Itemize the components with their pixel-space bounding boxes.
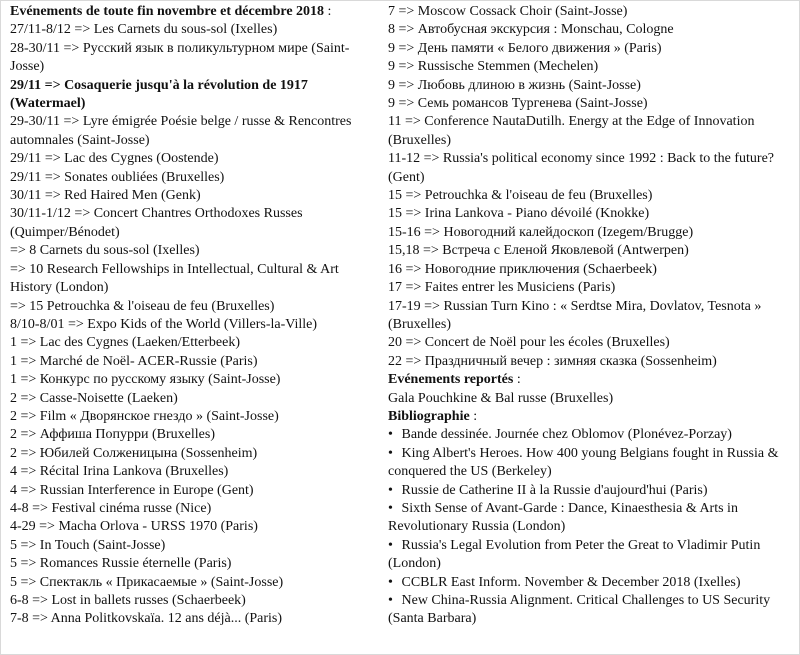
event-item[interactable] <box>10 408 380 426</box>
event-item-text: 2 => Film « Дворянское гнездо » (Saint-Josse) <box>10 408 279 424</box>
bullet-icon: • <box>388 574 393 590</box>
event-item-text: 4-29 => Macha Orlova - URSS 1970 (Paris) <box>10 519 258 535</box>
event-item[interactable] <box>10 150 380 168</box>
event-item-text: 17 => Faites entrer les Musiciens (Paris) <box>388 280 616 296</box>
event-item[interactable] <box>388 58 793 76</box>
event-item[interactable] <box>388 353 793 371</box>
event-item-text: 2 => Юбилей Солженицына (Sossenheim) <box>10 445 258 461</box>
bullet-icon: • <box>388 482 393 498</box>
event-item-text: 8/10-8/01 => Expo Kids of the World (Villers-la-Ville) <box>10 316 318 332</box>
event-item-text: 16 => Новогодние приключения (Schaerbeek) <box>388 261 657 277</box>
bullet-icon: • <box>388 500 393 516</box>
event-item-text: => 15 Petrouchka & l'oiseau de feu (Bruxelles) <box>10 298 275 314</box>
bullet-icon: • <box>388 593 393 608</box>
event-item[interactable] <box>10 261 380 298</box>
event-item[interactable] <box>388 205 793 223</box>
right-column <box>388 3 793 629</box>
events-heading: Evénements de toute fin novembre et décembre 2018 <box>10 4 325 19</box>
event-item-text: 17-19 => Russian Turn Kino : « Serdtse Mira, Dovlatov, Tesnota » (Bruxelles) <box>388 298 762 332</box>
event-item[interactable] <box>10 426 380 444</box>
event-item-text: 1 => Marché de Noël- ACER-Russie (Paris) <box>10 353 258 369</box>
event-item-text: 1 => Lac des Cygnes (Laeken/Etterbeek) <box>10 335 240 351</box>
event-item[interactable] <box>388 95 793 113</box>
event-item[interactable] <box>10 334 380 352</box>
event-item[interactable] <box>388 150 793 187</box>
event-item[interactable] <box>10 518 380 536</box>
event-item-text: 15,18 => Встреча с Еленой Яковлевой (Antwerpen) <box>388 243 689 259</box>
postponed-item[interactable] <box>388 390 793 408</box>
event-item-text: 27/11-8/12 => Les Carnets du sous-sol (Ixelles) <box>10 22 278 38</box>
event-item-text: 2 => Аффиша Попурри (Bruxelles) <box>10 427 215 443</box>
event-item[interactable] <box>10 371 380 389</box>
event-item-text: 2 => Casse-Noisette (Laeken) <box>10 390 178 406</box>
event-item[interactable] <box>388 242 793 260</box>
event-item[interactable] <box>388 40 793 58</box>
event-item[interactable] <box>388 77 793 95</box>
event-item[interactable] <box>10 205 380 242</box>
event-item-text: 29/11 => Lac des Cygnes (Oostende) <box>10 151 219 167</box>
event-item[interactable] <box>388 334 793 352</box>
event-item[interactable] <box>10 463 380 481</box>
bullet-icon: • <box>388 445 393 461</box>
biblio-item[interactable] <box>388 592 793 629</box>
bullet-icon: • <box>388 427 393 443</box>
event-item-text: 15 => Irina Lankova - Piano dévoilé (Knokke) <box>388 206 650 222</box>
event-item-text: 4 => Récital Irina Lankova (Bruxelles) <box>10 464 229 480</box>
bullet-icon: • <box>388 537 393 553</box>
event-item-text: 9 => Семь романсов Тургенева (Saint-Josse) <box>388 96 648 112</box>
event-item[interactable] <box>10 390 380 408</box>
event-item-text: 5 => In Touch (Saint-Josse) <box>10 537 166 553</box>
event-item[interactable] <box>10 40 380 77</box>
event-item[interactable] <box>10 353 380 371</box>
postponed-heading-line <box>388 371 793 389</box>
event-item[interactable] <box>10 555 380 573</box>
event-item-text: 4 => Russian Interference in Europe (Gent) <box>10 482 254 498</box>
event-item[interactable] <box>10 445 380 463</box>
event-item[interactable] <box>388 279 793 297</box>
event-item-text: 15 => Petrouchka & l'oiseau de feu (Bruxelles) <box>388 188 653 204</box>
event-item[interactable] <box>10 242 380 260</box>
biblio-item-text: King Albert's Heroes. How 400 young Belgians fought in Russia & conquered the US (Berkeley) <box>388 445 779 480</box>
bibliography-list <box>388 426 793 628</box>
event-item-text: => 10 Research Fellowships in Intellectual, Cultural & Art History (London) <box>10 261 339 296</box>
biblio-heading-line <box>388 408 793 426</box>
postponed-heading-suffix: : <box>513 372 521 388</box>
biblio-item[interactable] <box>388 574 793 592</box>
event-item[interactable] <box>388 3 793 21</box>
event-item-text: 1 => Конкурс по русскому языку (Saint-Josse) <box>10 372 281 388</box>
event-item[interactable] <box>388 113 793 150</box>
biblio-item[interactable] <box>388 482 793 500</box>
event-item[interactable] <box>10 537 380 555</box>
biblio-item[interactable] <box>388 537 793 574</box>
biblio-heading-suffix: : <box>469 408 478 424</box>
event-item[interactable] <box>10 21 380 39</box>
events-heading-line <box>10 3 380 21</box>
event-item[interactable] <box>10 169 380 187</box>
postponed-list <box>388 390 793 408</box>
event-item-text: 28-30/11 => Русский язык в поликультурном мире (Saint-Josse) <box>10 40 350 75</box>
event-item-text: 6-8 => Lost in ballets russes (Schaerbeek) <box>10 593 246 608</box>
event-item-text: 8 => Автобусная экскурсия : Monschau, Cologne <box>388 22 674 38</box>
left-event-list <box>10 21 380 628</box>
biblio-item[interactable] <box>388 426 793 444</box>
event-item[interactable] <box>10 77 380 114</box>
event-item-text: 11-12 => Russia's political economy since 1992 : Back to the future? (Gent) <box>388 151 774 185</box>
event-item[interactable] <box>10 500 380 518</box>
event-item[interactable] <box>10 113 380 150</box>
event-item-text: 22 => Праздничный вечер : зимняя сказка (Sossenheim) <box>388 353 717 369</box>
event-item-text: 11 => Conference NautaDutilh. Energy at the Edge of Innovation (Bruxelles) <box>388 114 755 148</box>
event-item-text: 15-16 => Новогодний калейдоскоп (Izegem/Brugge) <box>388 224 694 240</box>
postponed-item-text: Gala Pouchkine & Bal russe (Bruxelles) <box>388 390 614 406</box>
biblio-heading: Bibliographie <box>388 408 470 424</box>
event-item-text: 30/11-1/12 => Concert Chantres Orthodoxes Russes (Quimper/Bénodet) <box>10 206 303 240</box>
event-item-text: 29/11 => Cosaquerie jusqu'à la révolution de 1917 (Watermael) <box>10 77 308 112</box>
event-item[interactable] <box>10 187 380 205</box>
biblio-item-text: Bande dessinée. Journée chez Oblomov (Plonévez-Porzay) <box>401 427 732 443</box>
event-item[interactable] <box>388 224 793 242</box>
event-item-text: 30/11 => Red Haired Men (Genk) <box>10 188 201 204</box>
event-item-text: 5 => Romances Russie éternelle (Paris) <box>10 556 232 572</box>
events-heading-suffix: : <box>324 4 332 19</box>
event-item-text: 9 => Russische Stemmen (Mechelen) <box>388 59 599 75</box>
event-item[interactable] <box>388 21 793 39</box>
event-item-text: 7-8 => Anna Politkovskaïa. 12 ans déjà... (Paris) <box>10 611 283 627</box>
event-item-text: 5 => Спектакль « Прикасаемые » (Saint-Josse) <box>10 574 284 590</box>
event-item[interactable] <box>388 298 793 335</box>
left-column <box>10 3 380 629</box>
event-item-text: 7 => Moscow Cossack Choir (Saint-Josse) <box>388 4 628 19</box>
biblio-item[interactable] <box>388 445 793 482</box>
event-item-text: 29/11 => Sonates oubliées (Bruxelles) <box>10 169 225 185</box>
biblio-item-text: CCBLR East Inform. November & December 2018 (Ixelles) <box>401 574 741 590</box>
event-item-text: 20 => Concert de Noël pour les écoles (Bruxelles) <box>388 335 670 351</box>
biblio-item-text: New China-Russia Alignment. Critical Challenges to US Security (Santa Barbara) <box>388 593 771 627</box>
event-item-text: => 8 Carnets du sous-sol (Ixelles) <box>10 243 200 259</box>
event-item[interactable] <box>10 482 380 500</box>
biblio-item[interactable] <box>388 500 793 537</box>
event-item[interactable] <box>10 592 380 610</box>
event-item[interactable] <box>10 610 380 628</box>
event-item-text: 9 => День памяти « Белого движения » (Paris) <box>388 40 662 56</box>
event-item[interactable] <box>10 298 380 316</box>
event-item[interactable] <box>388 261 793 279</box>
postponed-heading: Evénements reportés <box>388 372 514 388</box>
right-event-list <box>388 3 793 371</box>
event-item-text: 9 => Любовь длиною в жизнь (Saint-Josse) <box>388 77 641 93</box>
event-item[interactable] <box>388 187 793 205</box>
event-item-text: 29-30/11 => Lyre émigrée Poésie belge / russe & Rencontres automnales (Saint-Josse) <box>10 114 352 148</box>
event-item-text: 4-8 => Festival cinéma russe (Nice) <box>10 500 212 516</box>
biblio-item-text: Sixth Sense of Avant-Garde : Dance, Kinaesthesia & Arts in Revolutionary Russia (London) <box>388 500 738 535</box>
event-item[interactable] <box>10 316 380 334</box>
event-item[interactable] <box>10 574 380 592</box>
biblio-item-text: Russie de Catherine II à la Russie d'aujourd'hui (Paris) <box>401 482 708 498</box>
biblio-item-text: Russia's Legal Evolution from Peter the Great to Vladimir Putin (London) <box>388 537 761 572</box>
